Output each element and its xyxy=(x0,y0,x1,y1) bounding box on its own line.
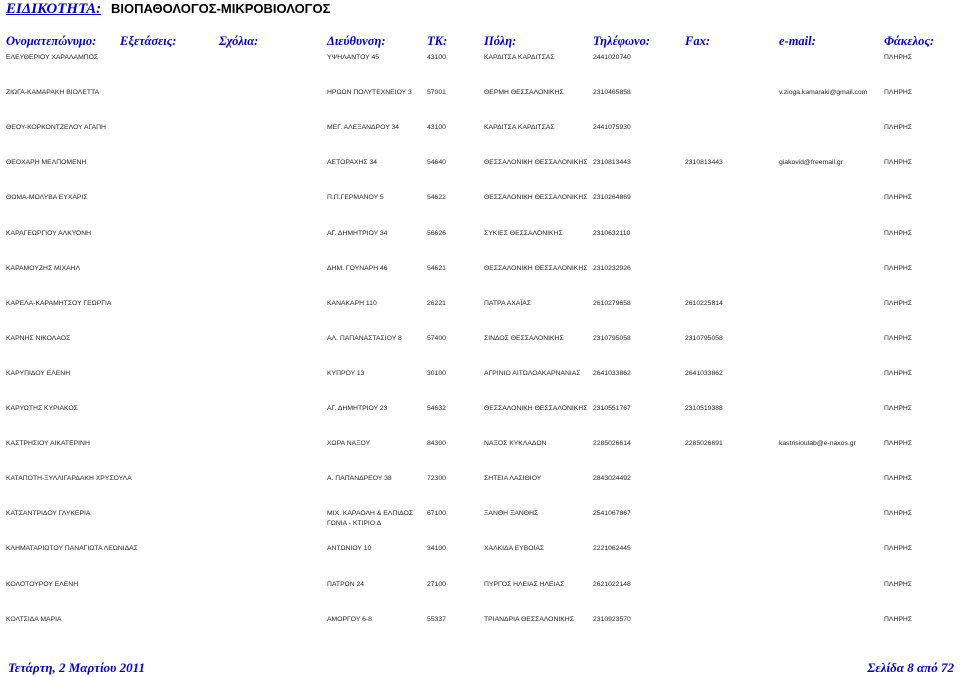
record-name: ΚΑΡΥΩΤΗΣ ΚΥΡΙΑΚΟΣ xyxy=(6,405,78,412)
record-fax: 2610225814 xyxy=(685,299,723,307)
footer-date: Τετάρτη, 2 Μαρτίου 2011 xyxy=(8,660,145,675)
header-tk: ΤΚ: xyxy=(427,34,448,48)
record-name: ΚΑΡΑΓΕΩΡΓΙΟΥ ΑΛΚΥΟΝΗ xyxy=(6,229,92,237)
record-email: v.zioga.kamaraki@gmail.com xyxy=(779,89,868,97)
record-address: ΑΓ. ΔΗΜΗΤΡΙΟΥ 23 xyxy=(327,405,388,412)
header-name: Ονοματεπώνυμο: xyxy=(6,34,97,48)
record-phone: 2843024492 xyxy=(593,475,631,483)
record-postal-code: 54632 xyxy=(427,405,446,412)
record-address: Α. ΠΑΠΑΝΔΡΕΟΥ 38 xyxy=(327,475,392,483)
table-row xyxy=(0,299,960,329)
record-address: ΧΩΡΑ ΝΑΞΟΥ xyxy=(327,440,371,448)
footer-page-number: Σελίδα 8 από 72 xyxy=(867,660,954,675)
record-folder-status: ΠΛΗΡΗΣ xyxy=(884,299,913,307)
record-city: ΧΑΛΚΙΔΑ ΕΥΒΟΙΑΣ xyxy=(484,545,545,553)
specialty-label: ΕΙΔΙΚΟΤΗΤΑ: xyxy=(6,1,102,17)
record-postal-code: 54621 xyxy=(427,264,446,272)
record-address: Π.Π.ΓΕΡΜΑΝΟΥ 5 xyxy=(327,194,384,202)
record-name: ΚΑΣΤΡΗΣΙΟΥ ΑΙΚΑΤΕΡΙΝΗ xyxy=(6,440,90,448)
record-postal-code: 67100 xyxy=(427,510,446,518)
record-city: ΣΥΚΙΕΣ ΘΕΣΣΑΛΟΝΙΚΗΣ xyxy=(484,229,563,237)
record-phone: 2621022148 xyxy=(593,580,631,588)
record-phone: 2310465858 xyxy=(593,89,631,97)
record-postal-code: 43100 xyxy=(427,124,446,132)
record-fax: 2310795058 xyxy=(685,334,723,342)
record-phone: 2641033862 xyxy=(593,369,631,377)
table-row xyxy=(0,123,960,153)
table-row xyxy=(0,404,960,434)
record-folder-status: ΠΛΗΡΗΣ xyxy=(884,475,913,483)
record-folder-status: ΠΛΗΡΗΣ xyxy=(884,580,913,588)
record-name: ΚΛΗΜΑΤΑΡΙΩΤΟΥ ΠΑΝΑΓΙΩΤΑ ΛΕΩΝΙΔΑΣ xyxy=(6,545,138,553)
record-folder-status: ΠΛΗΡΗΣ xyxy=(884,405,913,412)
table-row xyxy=(0,53,960,83)
record-name: ΘΕΟΧΑΡΗ ΜΕΛΠΟΜΕΝΗ xyxy=(6,159,87,167)
record-address: ΚΥΠΡΟΥ 13 xyxy=(327,369,365,377)
record-name: ΖΙΩΓΑ-ΚΑΜΑΡΑΚΗ ΒΙΟΛΕΤΤΑ xyxy=(6,89,100,97)
header-exams: Εξετάσεις: xyxy=(120,34,177,48)
specialty-line xyxy=(6,0,330,18)
table-row xyxy=(0,88,960,118)
record-address: ΑΛ. ΠΑΠΑΝΑΣΤΑΣΙΟΥ 8 xyxy=(327,334,402,342)
record-phone: 2310232926 xyxy=(593,264,631,272)
record-folder-status: ΠΛΗΡΗΣ xyxy=(884,264,913,272)
record-city: ΚΑΡΔΙΤΣΑ ΚΑΡΔΙΤΣΑΣ xyxy=(484,54,555,61)
record-phone: 2285026614 xyxy=(593,440,631,448)
record-phone: 2221062445 xyxy=(593,545,631,553)
record-name: ΚΟΛΤΣΙΔΑ ΜΑΡΙΑ xyxy=(6,615,62,623)
record-folder-status: ΠΛΗΡΗΣ xyxy=(884,369,913,377)
record-address: ΑΓ. ΔΗΜΗΤΡΙΟΥ 34 xyxy=(327,229,388,237)
record-folder-status: ΠΛΗΡΗΣ xyxy=(884,510,913,518)
record-city: ΣΗΤΕΙΑ ΛΑΣΙΘΙΟΥ xyxy=(484,475,542,483)
record-phone: 2541067867 xyxy=(593,510,631,518)
record-address: ΑΝΤΩΝΙΟΥ 10 xyxy=(327,545,372,553)
record-postal-code: 56626 xyxy=(427,229,446,237)
record-name: ΘΩΜΑ-ΜΟΛΥΒΑ ΕΥΧΑΡΙΣ xyxy=(6,194,88,202)
table-row xyxy=(0,509,960,539)
record-city: ΘΕΣΣΑΛΟΝΙΚΗ ΘΕΣΣΑΛΟΝΙΚΗΣ xyxy=(484,405,588,412)
table-row xyxy=(0,439,960,469)
record-postal-code: 26221 xyxy=(427,299,446,307)
header-phone: Τηλέφωνο: xyxy=(593,34,651,48)
header-address: Διεύθυνση: xyxy=(327,34,386,48)
record-folder-status: ΠΛΗΡΗΣ xyxy=(884,545,913,553)
record-name: ΚΑΡΥΠΙΔΟΥ ΕΛΕΝΗ xyxy=(6,369,71,377)
record-folder-status: ΠΛΗΡΗΣ xyxy=(884,124,913,132)
record-fax: 2285026691 xyxy=(685,440,723,448)
record-phone: 2310923570 xyxy=(593,615,631,623)
record-name: ΚΑΤΑΠΟΤΗ-ΞΥΛΛΙΓΑΡΔΑΚΗ ΧΡΥΣΟΥΛΑ xyxy=(6,475,132,483)
record-postal-code: 57400 xyxy=(427,334,446,342)
record-postal-code: 54640 xyxy=(427,159,446,167)
record-city: ΘΕΣΣΑΛΟΝΙΚΗ ΘΕΣΣΑΛΟΝΙΚΗΣ xyxy=(484,264,588,272)
record-fax: 2310519388 xyxy=(685,405,723,412)
record-address: ΚΑΝΑΚΑΡΗ 110 xyxy=(327,299,377,307)
table-row xyxy=(0,193,960,223)
record-postal-code: 27100 xyxy=(427,580,446,588)
record-address: ΠΑΤΡΩΝ 24 xyxy=(327,580,365,588)
record-folder-status: ΠΛΗΡΗΣ xyxy=(884,229,913,237)
record-city: ΠΑΤΡΑ ΑΧΑΪΑΣ xyxy=(484,299,532,307)
record-name: ΕΛΕΥΘΕΡΙΟΥ ΧΑΡΑΛΑΜΠΟΣ xyxy=(6,54,99,61)
record-city: ΘΕΣΣΑΛΟΝΙΚΗ ΘΕΣΣΑΛΟΝΙΚΗΣ xyxy=(484,159,588,167)
record-address: ΑΜΟΡΓΟΥ 6-8 xyxy=(327,615,372,623)
record-folder-status: ΠΛΗΡΗΣ xyxy=(884,615,913,623)
record-phone: 2441075930 xyxy=(593,124,631,132)
header-email: e-mail: xyxy=(779,34,816,48)
record-postal-code: 72300 xyxy=(427,475,446,483)
record-city: ΣΙΝΔΟΣ ΘΕΣΣΑΛΟΝΙΚΗΣ xyxy=(484,334,564,342)
record-name: ΘΕΟΥ-ΚΟΡΚΟΝΤΖΕΛΟΥ ΑΓΑΠΗ xyxy=(6,124,106,132)
record-phone: 2310813443 xyxy=(593,159,631,167)
table-row xyxy=(0,158,960,188)
table-header xyxy=(0,34,960,48)
table-row xyxy=(0,615,960,645)
record-address: ΔΗΜ. ΓΟΥΝΑΡΗ 46 xyxy=(327,264,388,272)
header-fax: Fax: xyxy=(685,34,710,48)
header-comments: Σχόλια: xyxy=(219,34,259,48)
record-phone: 2610279658 xyxy=(593,299,631,307)
table-row xyxy=(0,544,960,574)
record-phone: 2310795058 xyxy=(593,334,631,342)
record-city: ΚΑΡΔΙΤΣΑ ΚΑΡΔΙΤΣΑΣ xyxy=(484,124,555,132)
record-postal-code: 55337 xyxy=(427,615,446,623)
table-row xyxy=(0,334,960,364)
record-name: ΚΑΡΕΛΑ-ΚΑΡΑΜΗΤΣΟΥ ΓΕΩΡΓΙΑ xyxy=(6,299,112,307)
record-phone: 2310632110 xyxy=(593,229,631,237)
table-row xyxy=(0,580,960,610)
record-city: ΤΡΙΑΝΔΡΙΑ ΘΕΣΣΑΛΟΝΙΚΗΣ xyxy=(484,615,574,623)
record-folder-status: ΠΛΗΡΗΣ xyxy=(884,89,913,97)
page-footer xyxy=(0,660,960,676)
record-city: ΘΕΣΣΑΛΟΝΙΚΗ ΘΕΣΣΑΛΟΝΙΚΗΣ xyxy=(484,194,588,202)
header-folder: Φάκελος: xyxy=(884,34,935,48)
record-address: ΜΕΓ. ΑΛΕΞΑΝΔΡΟΥ 34 xyxy=(327,124,400,132)
record-name: ΚΟΛΟΤΟΥΡΟΥ ΕΛΕΝΗ xyxy=(6,580,79,588)
record-city: ΑΓΡΙΝΙΟ ΑΙΤΩΛΟΑΚΑΡΝΑΝΙΑΣ xyxy=(484,369,581,377)
record-address: ΥΨΗΛΑΝΤΟΥ 45 xyxy=(327,54,380,61)
specialty-value: ΒΙΟΠΑΘΟΛΟΓΟΣ-ΜΙΚΡΟΒΙΟΛΟΓΟΣ xyxy=(110,1,331,16)
record-folder-status: ΠΛΗΡΗΣ xyxy=(884,159,913,167)
record-city: ΞΑΝΘΗ ΞΑΝΘΗΣ xyxy=(484,510,539,518)
record-city: ΠΥΡΓΟΣ ΗΛΕΙΑΣ ΗΛΕΙΑΣ xyxy=(484,580,565,588)
record-postal-code: 34100 xyxy=(427,545,446,553)
header-city: Πόλη: xyxy=(484,34,517,48)
record-postal-code: 84300 xyxy=(427,440,446,448)
record-folder-status: ΠΛΗΡΗΣ xyxy=(884,334,913,342)
record-phone: 2310551767 xyxy=(593,405,631,412)
record-name: ΚΑΡΑΜΟΥΖΗΣ ΜΙΧΑΗΛ xyxy=(6,264,81,272)
record-folder-status: ΠΛΗΡΗΣ xyxy=(884,194,913,202)
record-email: kastrisioulab@e-naxos.gr xyxy=(779,440,856,448)
record-name: ΚΑΤΣΑΝΤΡΙΔΟΥ ΓΛΥΚΕΡΙΑ xyxy=(6,510,91,518)
record-postal-code: 54622 xyxy=(427,194,446,202)
table-row xyxy=(0,229,960,259)
record-folder-status: ΠΛΗΡΗΣ xyxy=(884,54,913,61)
record-address: ΑΕΤΟΡΑΧΗΣ 34 xyxy=(327,159,378,167)
record-address: ΗΡΩΩΝ ΠΟΛΥΤΕΧΝΕΙΟΥ 3 xyxy=(327,89,412,97)
table-row xyxy=(0,369,960,399)
record-postal-code: 30100 xyxy=(427,369,446,377)
record-city: ΝΑΞΟΣ ΚΥΚΛΑΔΩΝ xyxy=(484,440,547,448)
table-row xyxy=(0,264,960,294)
record-fax: 2641033862 xyxy=(685,369,723,377)
record-city: ΘΕΡΜΗ ΘΕΣΣΑΛΟΝΙΚΗΣ xyxy=(484,89,564,97)
record-folder-status: ΠΛΗΡΗΣ xyxy=(884,440,913,448)
record-name: ΚΑΡΝΗΣ ΝΙΚΟΛΑΟΣ xyxy=(6,334,71,342)
record-postal-code: 43100 xyxy=(427,54,446,61)
record-postal-code: 57001 xyxy=(427,89,446,97)
table-row xyxy=(0,474,960,504)
record-address: ΜΙΧ. ΚΑΡΑΟΛΗ & ΕΛΠΙΔΟΣ ΓΩΝΙΑ - ΚΤΙΡΙΟ Δ xyxy=(327,510,414,527)
record-fax: 2310813443 xyxy=(685,159,723,167)
record-phone: 2441020740 xyxy=(593,54,631,61)
record-phone: 2310264869 xyxy=(593,194,631,202)
record-email: giakovid@freemail.gr xyxy=(779,159,843,167)
